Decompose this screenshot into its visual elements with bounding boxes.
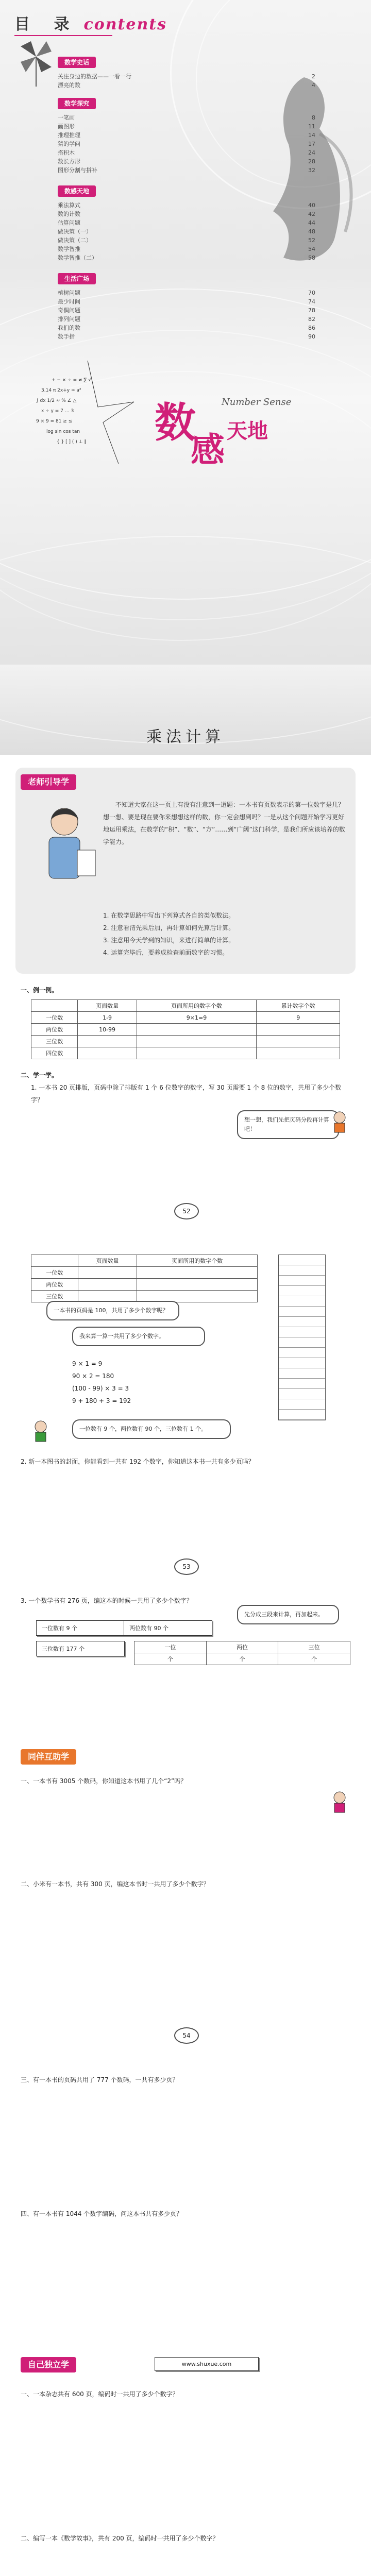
hint-bubble: 先分成三段来计算，再加起来。 [237,1605,339,1624]
toc-item-page: 74 [308,298,315,305]
toc-item-title: 奇偶问题 [58,307,80,314]
toc-item-title: 植树问题 [58,290,80,296]
info-card: 三位数有 177 个 [36,1641,125,1656]
toc-item-page: 40 [308,202,315,209]
toc-item-page: 4 [312,82,315,89]
toc-item-page: 28 [308,158,315,165]
table-cell[interactable] [137,1267,258,1279]
lesson-title: 乘法计算 [146,728,225,746]
toc-item[interactable] [58,227,315,236]
table-header: 页面所用的数字个数 [137,1000,257,1012]
calc-line: 9 × 1 = 9 [72,1360,103,1367]
page-number: 53 [174,1558,199,1575]
tip-2: 2. 注意看清先乘后加，再计算如何先算后计算。 [103,924,235,931]
calc-line: 90 × 2 = 180 [72,1372,114,1380]
toc-item-page: 78 [308,307,315,314]
number-strip [278,1255,326,1420]
toc-item-page: 8 [312,114,315,121]
exercise-2-text: 1. 一本书 20 页排版，页码中除了排版有 1 个 6 位数字的数字，写 30 页需要 1 个 8 位的数字，共用了多少个数字？ [31,1084,342,1104]
toc-item-page: 70 [308,290,315,296]
table-cell: 三位数 [31,1291,78,1302]
toc-item[interactable] [58,253,315,262]
lesson-header [0,665,371,755]
svg-text:9 × 9 = 81 ≥ ≤: 9 × 9 = 81 ≥ ≤ [36,419,73,424]
self-study-tag: 自己独立学 [21,2357,76,2372]
svg-text:{ } [ ] ( ) ⊥ ∥: { } [ ] ( ) ⊥ ∥ [57,439,87,445]
toc-item[interactable] [58,289,315,297]
table-header: 三位 [278,1641,350,1653]
table-cell: 10-99 [78,1024,137,1036]
tip-3: 3. 注意用今天学到的知识，来进行简单的计算。 [103,937,235,944]
banner-char-1: 数 [155,398,196,447]
toc-item-page: 14 [308,132,315,139]
toc-section-tag: 生活广场 [58,273,96,284]
toc-item-title: 排列问题 [58,316,80,323]
toc-item-title: 数手指 [58,333,75,340]
table-cell: 两位数 [31,1024,78,1036]
toc-section-tag: 数学史话 [58,57,96,68]
table-cell: 一位数 [31,1267,78,1279]
table-cell: 1-9 [78,1012,137,1024]
table-header [31,1255,78,1267]
table-cell[interactable] [257,1047,340,1059]
table-cell: 9×1=9 [137,1012,257,1024]
toc-item-title: 猜的学问 [58,141,80,147]
svg-text:+ − × ÷ = ≠ ∑ √: + − × ÷ = ≠ ∑ √ [52,378,92,383]
toc-item-title: 搭积木 [58,149,75,156]
toc-item-title: 最少时间 [58,298,80,305]
toc-item[interactable] [58,113,315,122]
math-word-cloud [31,361,144,464]
banner-char-3: 天地 [227,419,268,443]
kid-icon [330,1790,349,1813]
toc-section-tag: 数学探究 [58,98,96,109]
toc-item[interactable] [58,131,315,140]
calc-line: 9 + 180 + 3 = 192 [72,1397,131,1404]
pair-study-tag: 同伴互助学 [21,1749,76,1765]
toc-item-page: 48 [308,228,315,235]
digits-table-3 [134,1641,350,1665]
table-cell: 两位数 [31,1279,78,1291]
pair-question-4: 四、有一本书有 1044 个数字编码，问这本书共有多少页？ [21,2210,183,2217]
lesson-body [0,755,371,2576]
table-header [31,1000,78,1012]
hint-bubble: 一本书的页码是 100，共用了多少个数字呢？ [46,1301,179,1320]
teacher-guide-tag: 老师引导学 [21,774,76,790]
toc-item-page: 24 [308,149,315,156]
toc-item-page: 82 [308,316,315,323]
table-cell[interactable] [78,1047,137,1059]
table-cell: 四位数 [31,1047,78,1059]
info-card: 一位数有 9 个 [36,1620,125,1636]
table-cell[interactable] [137,1047,257,1059]
table-header: 页面数量 [78,1000,137,1012]
toc-item[interactable] [58,166,315,175]
toc-item[interactable] [58,297,315,306]
toc-item-page: 58 [308,255,315,261]
toc-item[interactable] [58,201,315,210]
toc-item-page: 52 [308,237,315,244]
toc-item[interactable] [58,236,315,245]
toc-item[interactable] [58,315,315,324]
toc-item-title: 数学智推 [58,246,80,252]
kid-icon [31,1419,50,1442]
page-number: 52 [174,1203,199,1219]
toc-item-page: 42 [308,211,315,217]
self-question-2: 二、编写一本《数学故事》，共有 200 页，编码时一共用了多少个数字？ [21,2535,219,2542]
hint-bubble: 一位数有 9 个，两位数有 90 个，三位数有 1 个。 [72,1419,231,1439]
toc-item[interactable] [58,81,315,90]
table-cell: 一位数 [31,1012,78,1024]
toc-item[interactable] [58,157,315,166]
url-badge[interactable]: www.shuxue.com [155,2357,259,2371]
toc-item-title: 我们的数 [58,325,80,331]
toc-item-title: 漂亮的数 [58,82,80,89]
table-header: 页面数量 [78,1255,137,1267]
table-cell[interactable] [137,1024,257,1036]
table-cell: 三位数 [31,1036,78,1047]
toc-title-cn: 目 录 [14,15,79,33]
toc-header [14,11,167,34]
banner-en: Number Sense [222,397,292,408]
svg-text:log sin cos tan: log sin cos tan [46,429,80,434]
tip-1: 1. 在数学思路中写出下列算式各自的类似数法。 [103,912,235,919]
toc-item[interactable] [58,140,315,148]
toc-item-page: 90 [308,333,315,340]
exercise-4-text: 3. 一个数学书有 276 页，编这本的时候一共用了多少个数字？ [21,1597,193,1604]
toc-item-title: 数长方形 [58,158,80,165]
tip-4: 4. 运算完毕后，要养成检查前面数字的习惯。 [103,949,229,956]
self-question-1: 一、一本杂志共有 600 页，编码时一共用了多少个数字？ [21,2391,179,2398]
toc-item-page: 2 [312,73,315,80]
toc-item-title: 估算问题 [58,219,80,226]
toc-item-page: 54 [308,246,315,252]
toc-item[interactable] [58,332,315,341]
svg-text:x ÷ y = 7 … 3: x ÷ y = 7 … 3 [41,409,74,414]
digits-table-2 [31,1255,258,1302]
table-header: 一位 [134,1641,207,1653]
table-cell[interactable] [78,1036,137,1047]
info-card: 两位数有 90 个 [124,1620,212,1636]
toc-rule [14,35,112,36]
table-header: 累计数字个数 [257,1000,340,1012]
page-number: 54 [174,2027,199,2044]
hint-bubble: 我来算一算一共用了多少个数字。 [72,1327,205,1346]
svg-text:3.14 π 2x+y ∞ a²: 3.14 π 2x+y ∞ a² [41,388,81,393]
toc-item-title: 一笔画 [58,114,75,121]
swirl-decoration [0,536,371,744]
table-cell[interactable] [78,1267,137,1279]
toc-item[interactable] [58,210,315,218]
table-cell[interactable]: 个 [206,1653,278,1665]
toc-item-title: 图形分割与拼补 [58,167,97,174]
toc-item-title: 关注身边的数据——一看一行 [58,73,131,80]
hint-bubble: 想一想，我们先把页码分段再计算吧！ [237,1110,339,1139]
toc-item-page: 32 [308,167,315,174]
pair-question-3: 三、有一本书的页码共用了 777 个数码，一共有多少页？ [21,2076,179,2083]
table-header: 页面所用的数字个数 [137,1255,258,1267]
table-cell: 9 [257,1012,340,1024]
toc-item-title: 数的计数 [58,211,80,217]
toc-item[interactable] [58,218,315,227]
pinwheel-icon [15,36,57,88]
table-cell[interactable] [137,1036,257,1047]
toc-item[interactable] [58,324,315,332]
exercise-3-text: 2. 新一本图书的封面，你能看到一共有 192 个数字，你知道这本书一共有多少页吗？ [21,1458,255,1465]
toc-item[interactable] [58,148,315,157]
table-cell[interactable] [257,1036,340,1047]
toc-item-title: 做决策（一） [58,228,92,235]
table-header: 两位 [206,1641,278,1653]
svg-text:∫ dx 1/2 ≈ % ∠ △: ∫ dx 1/2 ≈ % ∠ △ [36,398,77,403]
toc-item-page: 44 [308,219,315,226]
toc-item-title: 做决策（二） [58,237,92,244]
toc-item[interactable] [58,122,315,131]
teacher-intro: 不知道大家在这一页上有没有注意到一道题：一本书有页数表示的第一位数字是几？想一想、要是现在要你来想想这样的数，你一定会想到吗？一是从这个问题开始学习更好地运用乘法，在数学的“积”、“数”、“方”……到“广阔”这门科学，是我们所应该培养的数学能力。 [103,801,345,845]
table-cell[interactable] [78,1279,137,1291]
toc-item-page: 17 [308,141,315,147]
digits-table [31,999,340,1059]
exercise-2-label: 二、学一学。 [21,1072,58,1079]
kid-icon [330,1110,349,1133]
table-cell[interactable]: 个 [278,1653,350,1665]
exercise-1-label: 一、例一例。 [21,987,58,994]
pair-question-2: 二、小米有一本书，共有 300 页，编这本书时一共用了多少个数字？ [21,1880,210,1888]
toc-item-page: 11 [308,123,315,130]
toc-item-page: 86 [308,325,315,331]
table-cell[interactable] [257,1024,340,1036]
toc-item[interactable] [58,245,315,253]
table-cell[interactable] [137,1279,258,1291]
toc-item-title: 推理推理 [58,132,80,139]
teacher-illustration [31,801,98,889]
calc-line: (100 - 99) × 3 = 3 [72,1385,129,1392]
toc-section-tag: 数感天地 [58,185,96,197]
toc-item-title: 画图形 [58,123,75,130]
toc-item-title: 乘法算式 [58,202,80,209]
pair-question-1: 一、一本书有 3005 个数码，你知道这本书用了几个“2”吗？ [21,1777,187,1785]
toc-item[interactable] [58,72,315,81]
banner-char-2: 感 [191,430,225,470]
table-cell[interactable]: 个 [134,1653,207,1665]
toc-title-en: contents [83,15,167,33]
toc-item-title: 数学智推（二） [58,255,97,261]
toc-item[interactable] [58,306,315,315]
